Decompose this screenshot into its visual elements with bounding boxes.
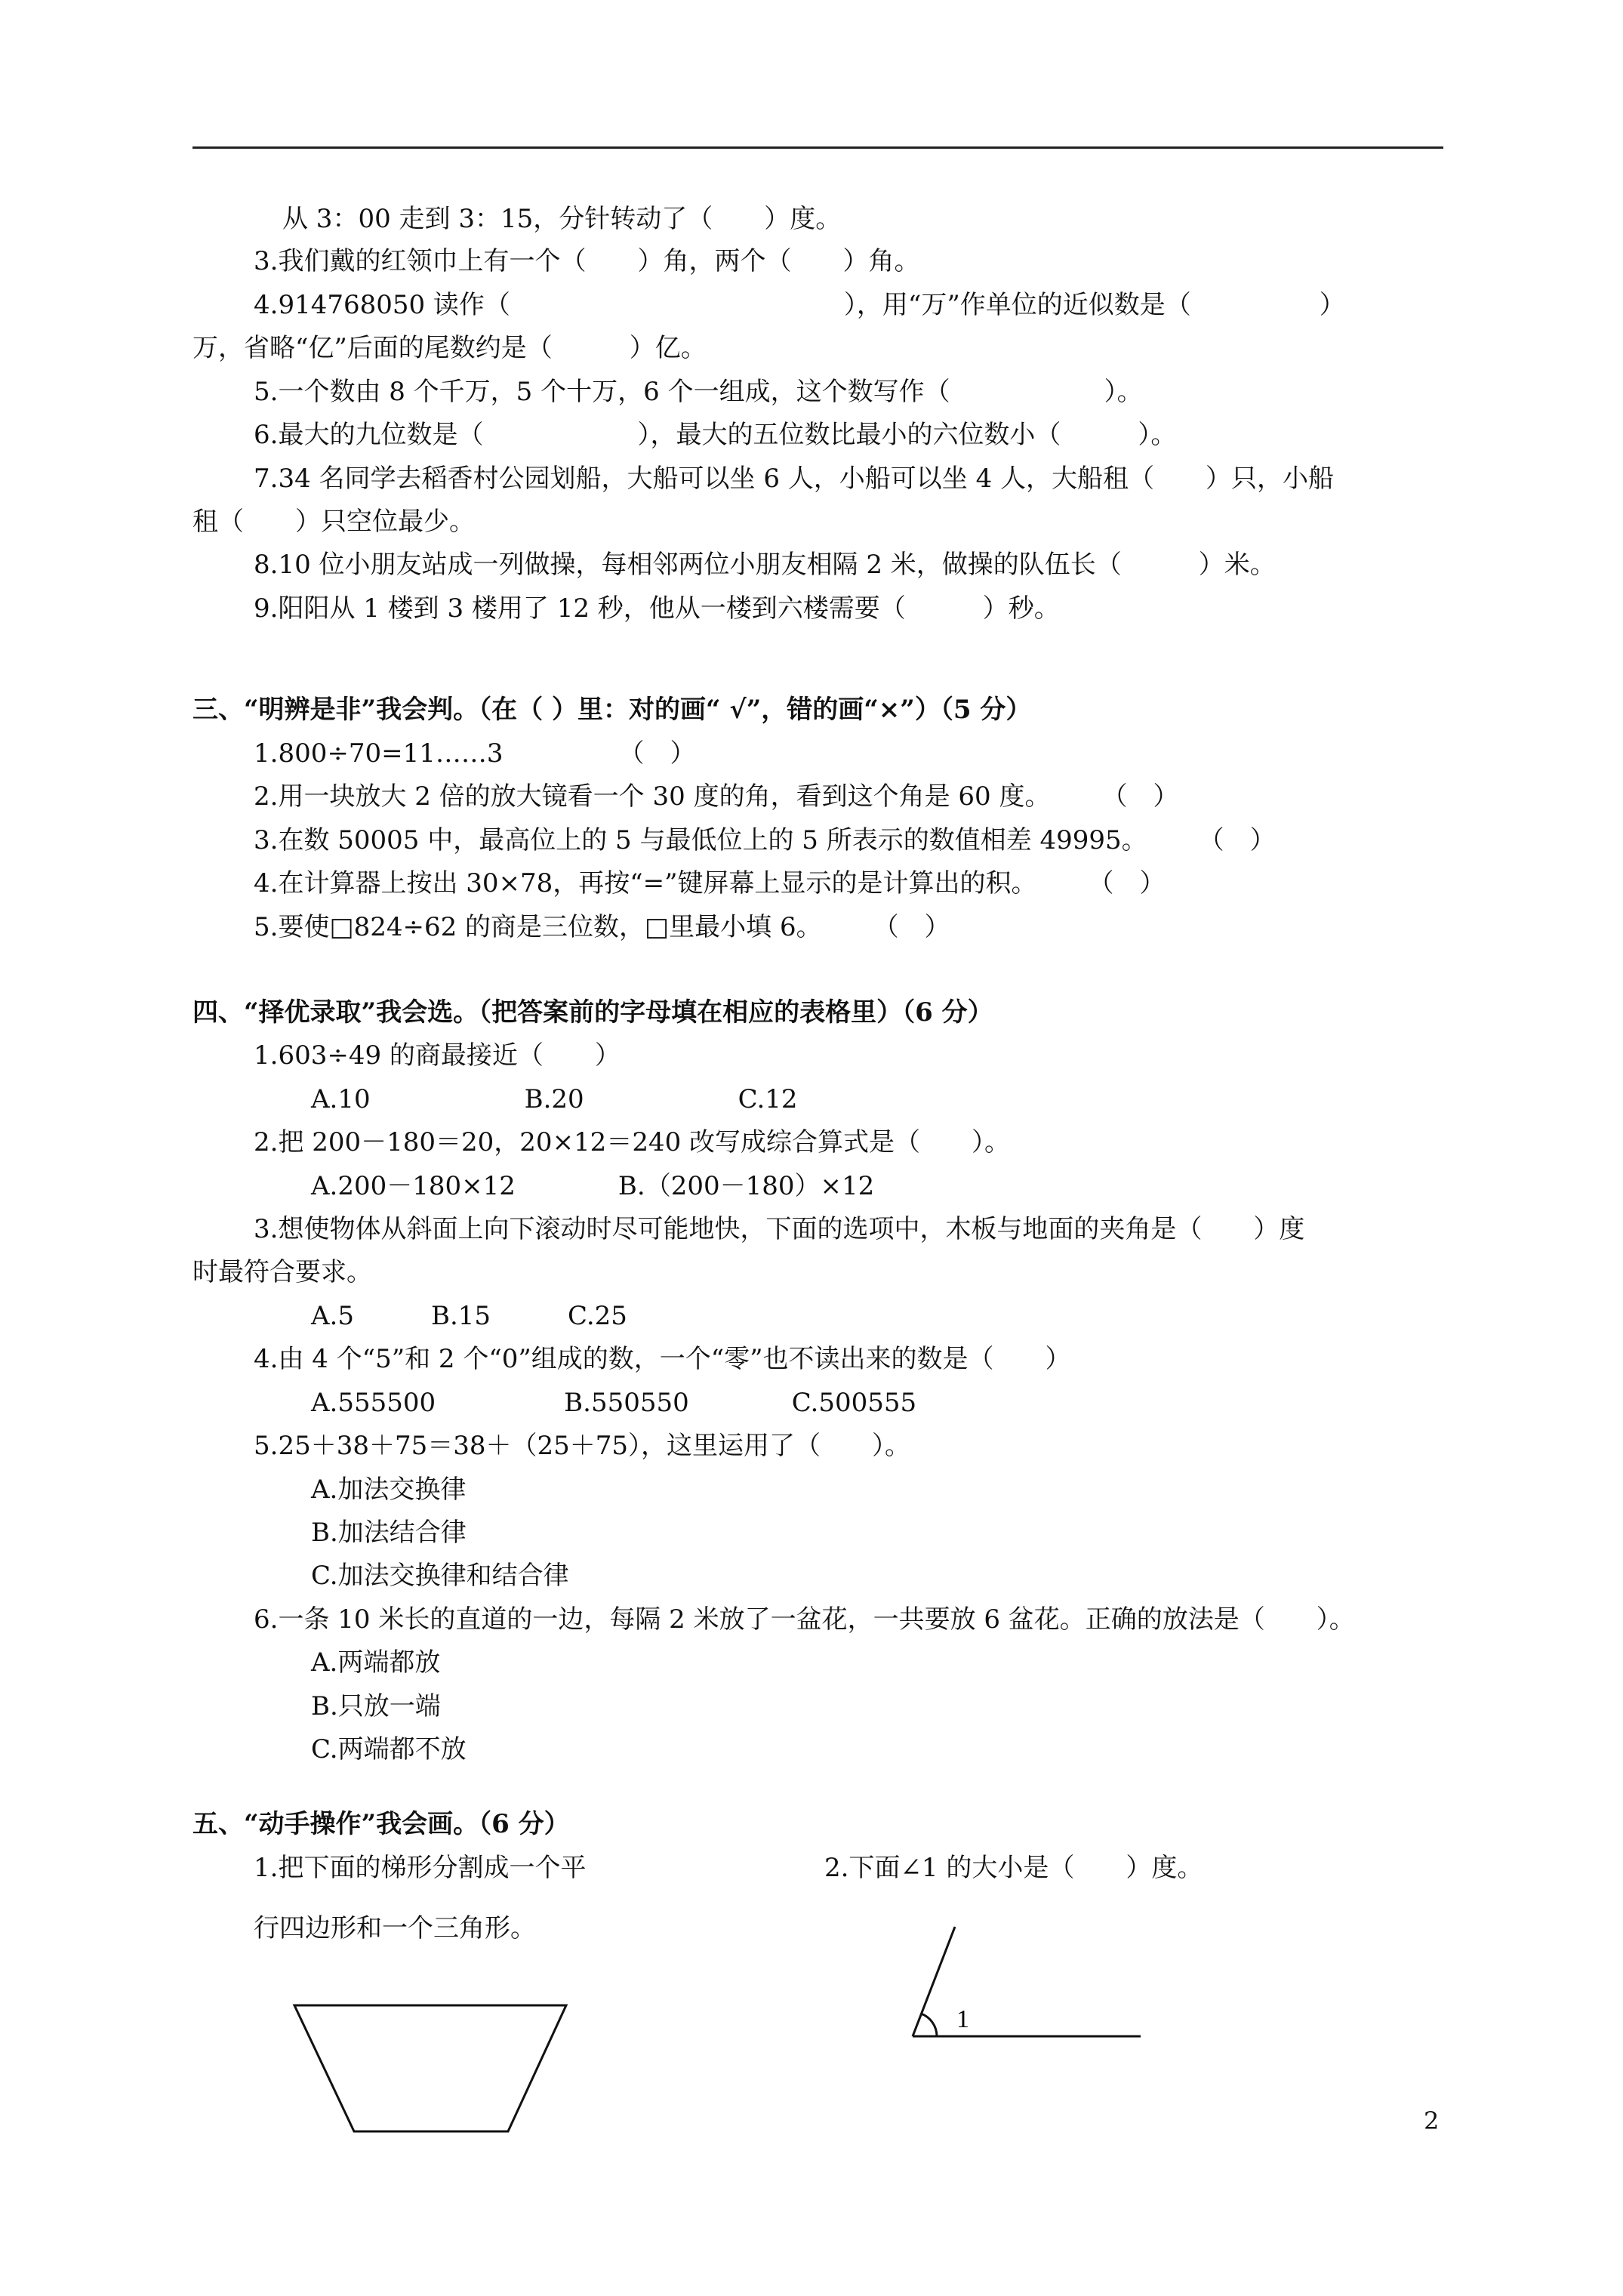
q2-line-3: 3.我们戴的红领巾上有一个（ ）角，两个（ ）角。 [254, 246, 920, 276]
choice-q6-option-a: A.两端都放 [311, 1647, 441, 1678]
choice-q6-option-c: C.两端都不放 [311, 1734, 467, 1764]
choice-q1-options: A.10 B.20 C.12 [311, 1084, 798, 1114]
choice-q3b: 时最符合要求。 [192, 1257, 372, 1287]
choice-q5-option-c: C.加法交换律和结合律 [311, 1561, 569, 1591]
judge-item-4: 4.在计算器上按出 30×78，再按“=”键屏幕上显示的是计算出的积。 （ ） [254, 868, 1166, 898]
choice-q5-option-b: B.加法结合律 [311, 1518, 467, 1548]
angle-label: 1 [956, 2005, 969, 2033]
choice-q5-option-a: A.加法交换律 [311, 1475, 467, 1505]
q2-line-4b: 万，省略“亿”后面的尾数约是（ ）亿。 [192, 333, 707, 363]
judge-item-1: 1.800÷70=11……3 （ ） [254, 738, 696, 769]
angle-ray-slanted [913, 1927, 955, 2036]
header-rule [192, 146, 1443, 149]
choice-q4: 4.由 4 个“5”和 2 个“0”组成的数，一个“零”也不读出来的数是（ ） [254, 1344, 1071, 1374]
draw-q2: 2.下面∠1 的大小是（ ）度。 [824, 1853, 1203, 1883]
q2-line-5: 5.一个数由 8 个千万，5 个十万，6 个一组成，这个数写作（ ）。 [254, 377, 1143, 407]
section-3-title: 三、“明辨是非”我会判。（在（ ）里：对的画“ √”，错的画“×”）（5 分） [192, 695, 1032, 725]
q2-line-7a: 7.34 名同学去稻香村公园划船，大船可以坐 6 人，小船可以坐 4 人，大船租（ ）只，小船 [254, 464, 1335, 494]
choice-q5: 5.25＋38＋75＝38＋（25＋75），这里运用了（ ）。 [254, 1431, 911, 1461]
q2-line-8: 8.10 位小朋友站成一列做操，每相邻两位小朋友相隔 2 米，做操的队伍长（ ）米。 [254, 550, 1276, 580]
q2-line-1: 从 3：00 走到 3：15，分针转动了（ ）度。 [282, 204, 842, 234]
section-4-title: 四、“择优录取”我会选。（把答案前的字母填在相应的表格里）（6 分） [192, 997, 993, 1028]
draw-q1-line-1: 1.把下面的梯形分割成一个平 [254, 1853, 587, 1883]
judge-item-3: 3.在数 50005 中，最高位上的 5 与最低位上的 5 所表示的数值相差 49995。 （ ） [254, 825, 1276, 855]
judge-item-2: 2.用一块放大 2 倍的放大镜看一个 30 度的角，看到这个角是 60 度。 （ ） [254, 781, 1179, 812]
trapezoid-figure [287, 1993, 574, 2144]
choice-q2: 2.把 200－180＝20，20×12＝240 改写成综合算式是（ ）。 [254, 1127, 1011, 1157]
angle-figure [902, 1918, 1151, 2054]
choice-q3-options: A.5 B.15 C.25 [311, 1301, 627, 1331]
page-number: 2 [1424, 2106, 1440, 2135]
q2-line-6: 6.最大的九位数是（ ），最大的五位数比最小的六位数小（ ）。 [254, 420, 1177, 450]
choice-q4-options: A.555500 B.550550 C.500555 [311, 1388, 917, 1418]
q2-line-7b: 租（ ）只空位最少。 [192, 507, 475, 537]
section-5-title: 五、“动手操作”我会画。（6 分） [192, 1809, 570, 1839]
q2-line-4a: 4.914768050 读作（ ），用“万”作单位的近似数是（ ） [254, 290, 1345, 320]
choice-q2-options: A.200－180×12 B.（200－180）×12 [311, 1171, 875, 1201]
draw-q1-line-2: 行四边形和一个三角形。 [254, 1913, 536, 1943]
judge-item-5: 5.要使□824÷62 的商是三位数，□里最小填 6。 （ ） [254, 912, 950, 942]
choice-q1: 1.603÷49 的商最接近（ ） [254, 1040, 621, 1071]
q2-line-9: 9.阳阳从 1 楼到 3 楼用了 12 秒，他从一楼到六楼需要（ ）秒。 [254, 593, 1060, 624]
choice-q6: 6.一条 10 米长的直道的一边，每隔 2 米放了一盆花，一共要放 6 盆花。正确的放法是（ ）。 [254, 1604, 1355, 1635]
choice-q6-option-b: B.只放一端 [311, 1691, 441, 1721]
choice-q3a: 3.想使物体从斜面上向下滚动时尽可能地快，下面的选项中，木板与地面的夹角是（ ）度 [254, 1214, 1305, 1244]
angle-arc [921, 2014, 937, 2036]
